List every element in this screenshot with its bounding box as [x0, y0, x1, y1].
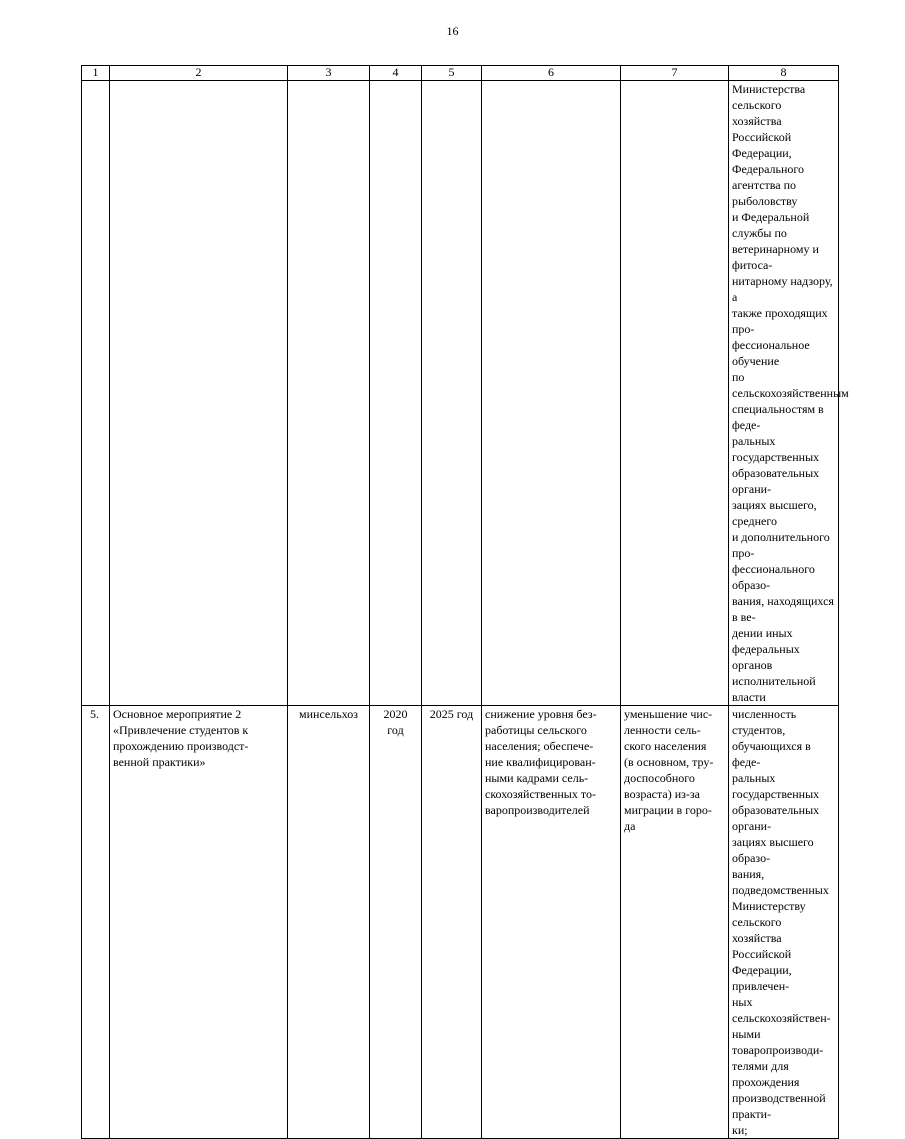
- continuation-row: [82, 81, 839, 706]
- empty-cell: [621, 81, 729, 706]
- expected-result: снижение уровня без- работицы сельского населения; обеспече- ние квалифицирован- ными кадрами сель- скохозяйственных то- варопроизводителей: [482, 706, 621, 1139]
- indicator: численность студентов, обучающихся в феде- ральных государственных образовательных органи- зациях высшего образо- вания, подведомственных Министерству сельского хозяйства Российской Федерации, привлечен- ных сельскохозяйствен- ными товаропроизводи- телями для прохождения производственной практи- ки;: [729, 706, 839, 1139]
- empty-cell: [482, 81, 621, 706]
- col-header-1: 1: [82, 66, 110, 81]
- col-header-2: 2: [110, 66, 288, 81]
- page-number: 16: [446, 24, 459, 38]
- column-number-row: [82, 66, 839, 81]
- col-header-5: 5: [422, 66, 482, 81]
- measure-name: Основное мероприятие 2 «Привлечение студентов к прохождению производст- венной практики»: [110, 706, 288, 1139]
- col-header-3: 3: [288, 66, 370, 81]
- col-header-6: 6: [482, 66, 621, 81]
- non-implementation-consequence: уменьшение чис- ленности сель- ского населения (в основном, тру- доспособного возраста) из-за миграции в горо- да: [621, 706, 729, 1139]
- continuation-indicator-text: Министерства сельского хозяйства Российской Федерации, Федерального агентства по рыболовству и Федеральной службы по ветеринарному и фитоса- нитарному надзору, а также проходящих про- фессиональное обучение по сельскохозяйственным специальностям в феде- ральных государственных образовательных органи- зациях высшего, среднего и дополнительного про- фессионального образо- вания, находящихся в ве- дении иных федеральных органов исполнительной власти: [729, 81, 839, 706]
- col-header-8: 8: [729, 66, 839, 81]
- empty-cell: [422, 81, 482, 706]
- col-header-7: 7: [621, 66, 729, 81]
- start-year: 2020 год: [370, 706, 422, 1139]
- table-row: [82, 706, 839, 1139]
- empty-cell: [82, 81, 110, 706]
- empty-cell: [110, 81, 288, 706]
- empty-cell: [288, 81, 370, 706]
- program-table: [81, 65, 849, 1139]
- col-header-4: 4: [370, 66, 422, 81]
- empty-cell: [370, 81, 422, 706]
- executor: минсельхоз: [288, 706, 370, 1139]
- end-year: 2025 год: [422, 706, 482, 1139]
- row-number: 5.: [82, 706, 110, 1139]
